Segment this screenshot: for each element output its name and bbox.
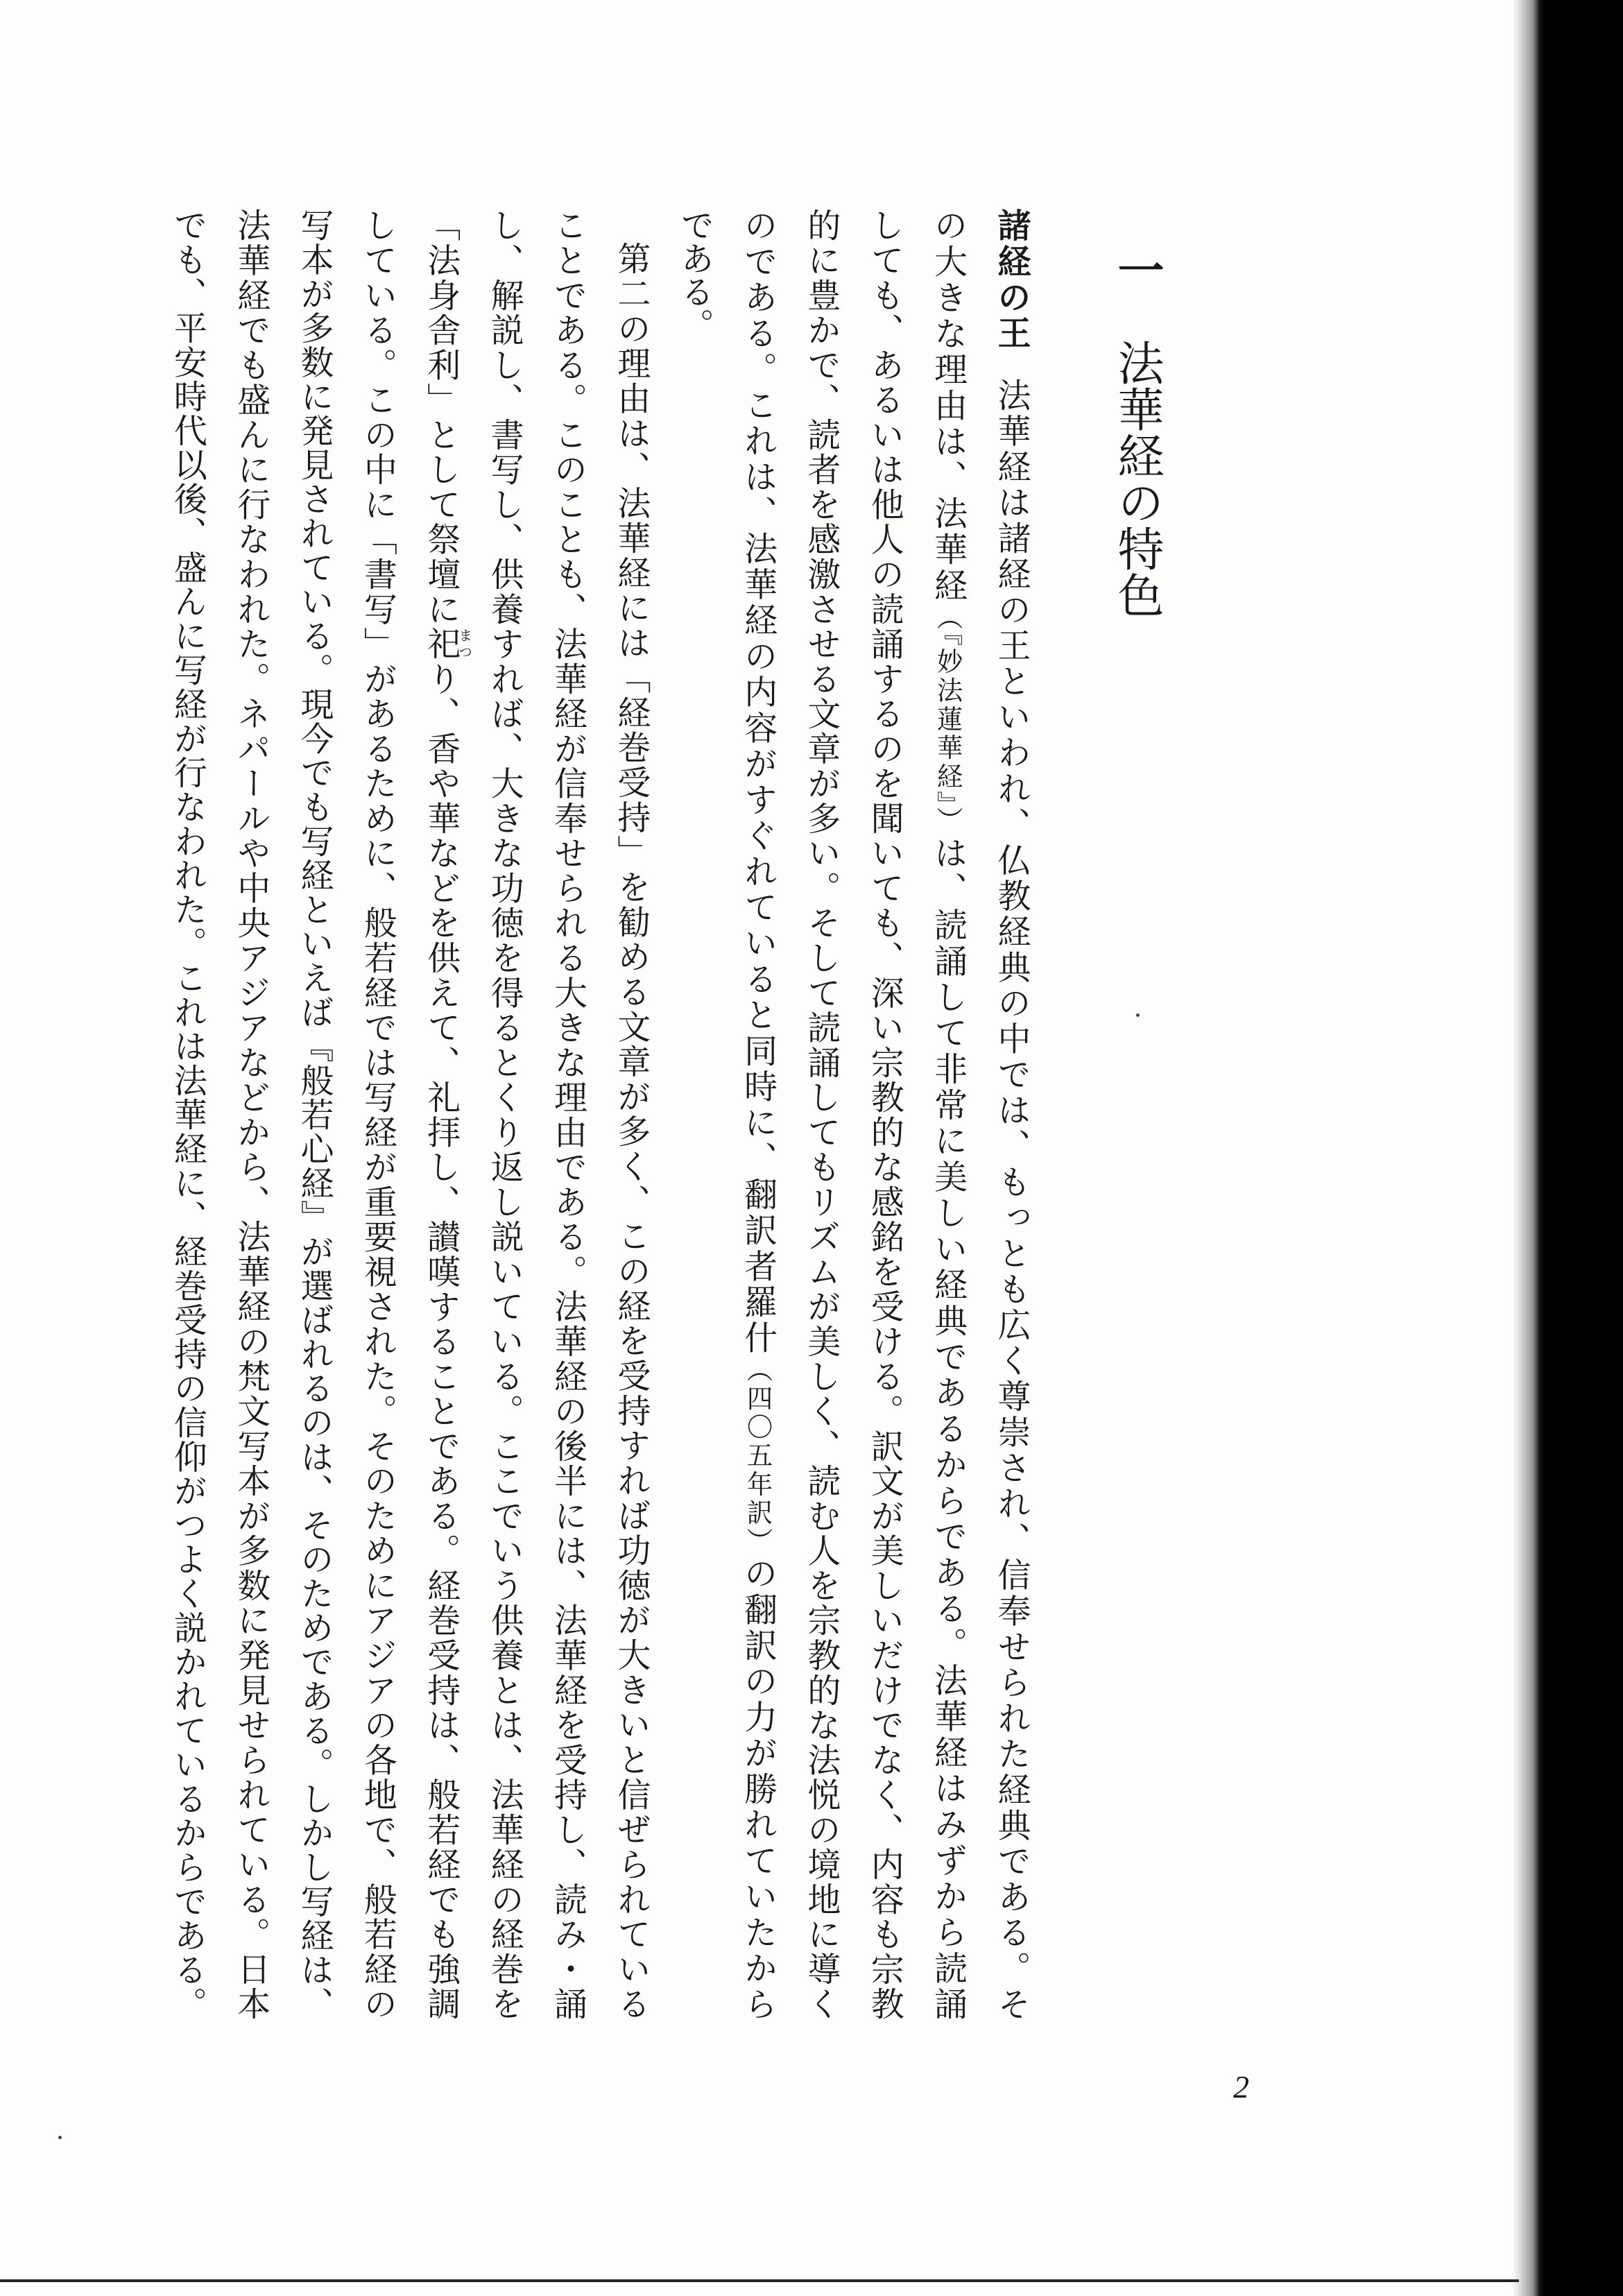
text-column [218,208,282,2020]
column-text: は、読誦して非常に美しい経典であるからである。法華経はみずから読誦 [928,835,968,2021]
scan-speck [58,2136,62,2139]
column-text: の大きな理由は、法華経 [928,208,968,604]
chapter-title-text: 法華経の特色 [1110,339,1165,618]
ruby-reading: まつ [456,626,473,660]
column-text: のである。これは、法華経の内容がすぐれていると同時に、翻訳者羅什 [738,208,778,1357]
page-number: 2 [1233,2069,1249,2105]
scan-speck [1136,1013,1140,1017]
text-column [155,208,218,2020]
column-text: ことである。このことも、法華経が信奉せられる大きな理由である。法華経の後半には、法華経を受持し、読み・誦 [548,208,587,2020]
scan-bottom-edge [0,2279,1519,2282]
column-text: 法華経は諸経の王といわれ、仏教経典の中では、もっとも広く尊崇され、信奉せられた経典である。そ [992,377,1031,2021]
text-column [472,208,535,2020]
section-heading: 諸経の王 [992,208,1031,352]
chapter-title [1106,246,1169,676]
parenthetical-note: （『妙法蓮華経』） [932,603,963,836]
column-text: り、香や華などを供えて、礼拝し、讃嘆することである。経巻受持は、般若経でも強調 [421,661,461,2021]
text-column [916,208,979,2020]
text-column [725,208,789,2020]
text-column [345,208,409,2020]
chapter-number: 一 [1110,246,1165,293]
text-column [789,208,852,2020]
text-column [662,208,725,2020]
column-text: している。この中に「書写」があるために、般若経では写経が重要視された。そのためにアジアの各地で、般若経の [358,208,397,2020]
column-text: の翻訳の力が勝れていたから [738,1556,778,2021]
column-text: しても、あるいは他人の読誦するのを聞いても、深い宗教的な感銘を受ける。訳文が美しいだけでなく、内容も宗教 [865,208,904,2020]
column-text: 「法身舎利」として祭壇に [421,208,461,627]
text-column [282,208,345,2020]
text-column [599,208,662,2020]
column-text: し、解説し、書写し、供養すれば、大きな功徳を得るとくり返し説いている。ここでいう供養とは、法華経の経巻を [485,208,524,2021]
text-column [852,208,916,2020]
ruby-base: 祀 [421,626,461,662]
text-column [979,208,1042,2020]
parenthetical-note: （四〇五年訳） [742,1356,773,1557]
column-text: である。 [675,208,714,341]
column-text: 第二の理由は、法華経には「経巻受持」を勧める文章が多く、この経を受持すれば功徳が大きいと信ぜられている [611,241,651,2020]
column-text: 法華経でも盛んに行なわれた。ネパールや中央アジアなどから、法華経の梵文写本が多数に発見せられている。日本 [231,208,270,2020]
body-text [155,208,1042,2020]
ruby-annotated-char [421,626,473,662]
scan-binding-shadow [1512,0,1623,2296]
column-text: 的に豊かで、読者を感激させる文章が多い。そして読誦してもリズムが美しく、読む人を宗教的な法悦の境地に導く [801,208,841,2020]
column-text: 写本が多数に発見されている。現今でも写経といえば『般若心経』が選ばれるのは、そのためである。しかし写経は、 [295,208,334,2020]
column-text: でも、平安時代以後、盛んに写経が行なわれた。これは法華経に、経巻受持の信仰がつよく説かれているからである。 [168,208,207,2020]
text-column [409,208,472,2020]
text-column [535,208,599,2020]
